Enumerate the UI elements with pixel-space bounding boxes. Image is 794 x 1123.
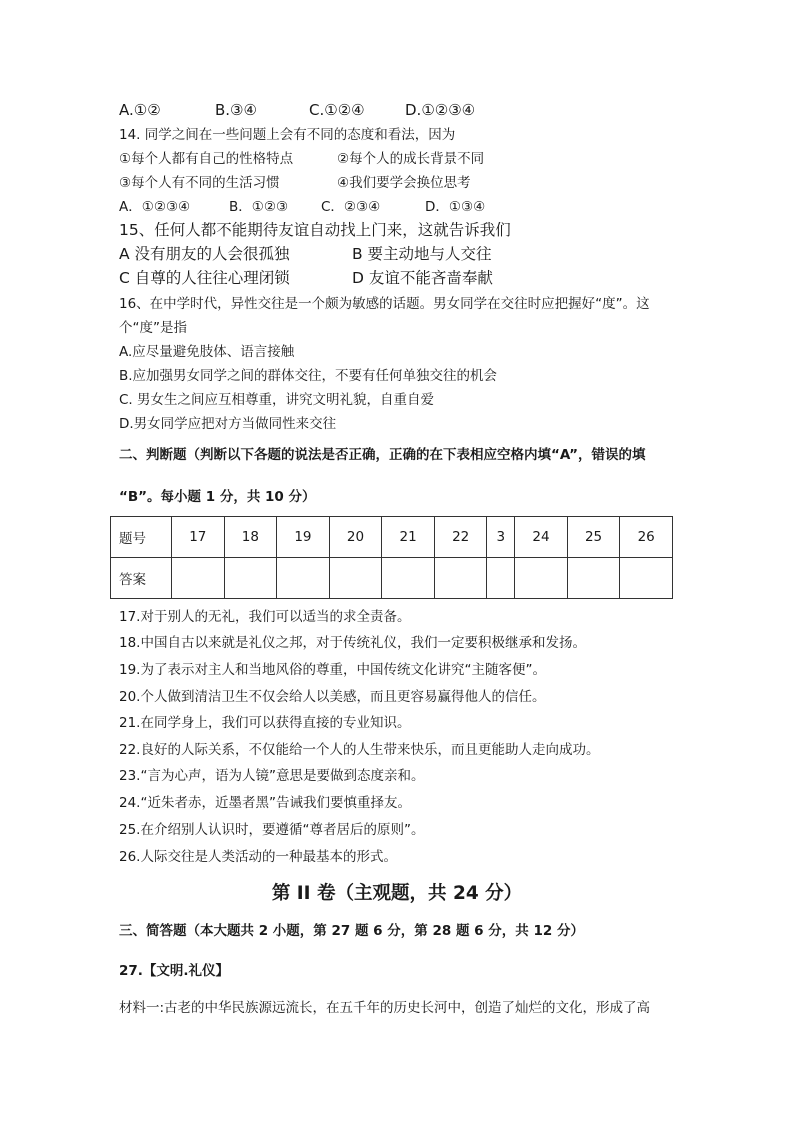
q15-option-b: B 要主动地与人交往 bbox=[352, 245, 492, 263]
answer-cell[interactable] bbox=[329, 558, 382, 599]
statement-18: 18.中国自古以来就是礼仪之邦，对于传统礼仪，我们一定要积极继承和发扬。 bbox=[119, 635, 586, 651]
answer-table-answer-row bbox=[111, 558, 673, 599]
q15-options-row1 bbox=[119, 245, 492, 263]
q16-stem-line2: 个“度”是指 bbox=[119, 320, 187, 336]
question-number-cell: 20 bbox=[329, 517, 382, 558]
answer-table bbox=[110, 516, 673, 599]
statement-23: 23.“言为心声，语为人镜”意思是要做到态度亲和。 bbox=[119, 768, 425, 784]
q14-item-4: ④我们要学会换位思考 bbox=[337, 175, 471, 191]
answer-cell[interactable] bbox=[487, 558, 515, 599]
q13-option-c: C.①②④ bbox=[309, 101, 365, 119]
question-number-cell: 17 bbox=[172, 517, 225, 558]
section3-heading: 三、简答题（本大题共 2 小题，第 27 题 6 分，第 28 题 6 分，共 12 分） bbox=[119, 923, 584, 939]
statement-21: 21.在同学身上，我们可以获得直接的专业知识。 bbox=[119, 715, 411, 731]
statement-22: 22.良好的人际关系，不仅能给一个人的人生带来快乐，而且更能助人走向成功。 bbox=[119, 742, 600, 758]
q15-option-a: A 没有朋友的人会很孤独 bbox=[119, 245, 290, 263]
material-1-text: 材料一:古老的中华民族源远流长，在五千年的历史长河中，创造了灿烂的文化，形成了高 bbox=[119, 1000, 651, 1016]
statement-19: 19.为了表示对主人和当地风俗的尊重，中国传统文化讲究“主随客便”。 bbox=[119, 662, 546, 678]
statement-17: 17.对于别人的无礼，我们可以适当的求全责备。 bbox=[119, 609, 411, 625]
q14-item-1: ①每个人都有自己的性格特点 bbox=[119, 151, 294, 167]
q14-items-row1 bbox=[119, 150, 484, 168]
q13-option-d: D.①②③④ bbox=[405, 101, 476, 119]
q14-option-c: C．②③④ bbox=[321, 199, 381, 215]
statement-20: 20.个人做到清洁卫生不仅会给人以美感，而且更容易赢得他人的信任。 bbox=[119, 689, 546, 705]
statement-25: 25.在介绍别人认识时，要遵循“尊者居后的原则”。 bbox=[119, 822, 425, 838]
q15-stem: 15、任何人都不能期待友谊自动找上门来，这就告诉我们 bbox=[119, 221, 511, 239]
question-number-cell: 25 bbox=[567, 517, 620, 558]
q14-option-a: A．①②③④ bbox=[119, 199, 191, 215]
answer-table-number-row bbox=[111, 517, 673, 558]
q16-option-c: C. 男女生之间应互相尊重，讲究文明礼貌，自重自爱 bbox=[119, 392, 435, 408]
q14-option-b: B．①②③ bbox=[229, 199, 289, 215]
q27-title: 27.【文明.礼仪】 bbox=[119, 963, 230, 979]
q15-option-c: C 自尊的人往往心理闭锁 bbox=[119, 269, 290, 287]
q15-options-row2 bbox=[119, 269, 493, 287]
q13-option-a: A.①② bbox=[119, 101, 161, 119]
q14-items-row2 bbox=[119, 174, 471, 192]
question-number-cell: 19 bbox=[277, 517, 330, 558]
q14-item-2: ②每个人的成长背景不同 bbox=[337, 151, 485, 167]
answer-cell[interactable] bbox=[620, 558, 673, 599]
question-number-cell: 3 bbox=[487, 517, 515, 558]
row-label-number: 题号 bbox=[111, 517, 172, 558]
q16-stem-line1: 16、在中学时代，异性交往是一个颇为敏感的话题。男女同学在交往时应把握好“度”。这 bbox=[119, 296, 650, 312]
part2-title: 第 II 卷（主观题，共 24 分） bbox=[271, 883, 523, 904]
section2-heading-line2: “B”。每小题 1 分，共 10 分） bbox=[119, 489, 316, 505]
answer-cell[interactable] bbox=[382, 558, 435, 599]
section2-heading-line1: 二、判断题（判断以下各题的说法是否正确，正确的在下表相应空格内填“A”，错误的填 bbox=[119, 447, 646, 463]
answer-cell[interactable] bbox=[277, 558, 330, 599]
q13-options bbox=[119, 101, 475, 119]
answer-cell[interactable] bbox=[567, 558, 620, 599]
answer-cell[interactable] bbox=[515, 558, 568, 599]
q16-option-b: B.应加强男女同学之间的群体交往，不要有任何单独交往的机会 bbox=[119, 368, 498, 384]
answer-cell[interactable] bbox=[172, 558, 225, 599]
question-number-cell: 26 bbox=[620, 517, 673, 558]
q14-options bbox=[119, 198, 485, 216]
answer-cell[interactable] bbox=[224, 558, 277, 599]
question-number-cell: 22 bbox=[434, 517, 487, 558]
q16-option-a: A.应尽量避免肢体、语言接触 bbox=[119, 344, 295, 360]
row-label-answer: 答案 bbox=[111, 558, 172, 599]
q14-item-3: ③每个人有不同的生活习惯 bbox=[119, 175, 280, 191]
q16-option-d: D.男女同学应把对方当做同性来交往 bbox=[119, 416, 337, 432]
question-number-cell: 24 bbox=[515, 517, 568, 558]
question-number-cell: 18 bbox=[224, 517, 277, 558]
question-number-cell: 21 bbox=[382, 517, 435, 558]
q14-option-d: D．①③④ bbox=[425, 199, 486, 215]
statement-26: 26.人际交往是人类活动的一种最基本的形式。 bbox=[119, 849, 397, 865]
q13-option-b: B.③④ bbox=[215, 101, 257, 119]
answer-cell[interactable] bbox=[434, 558, 487, 599]
q15-option-d: D 友谊不能吝啬奉献 bbox=[352, 269, 493, 287]
statement-24: 24.“近朱者赤，近墨者黑”告诫我们要慎重择友。 bbox=[119, 795, 411, 811]
q14-stem: 14. 同学之间在一些问题上会有不同的态度和看法，因为 bbox=[119, 127, 456, 143]
